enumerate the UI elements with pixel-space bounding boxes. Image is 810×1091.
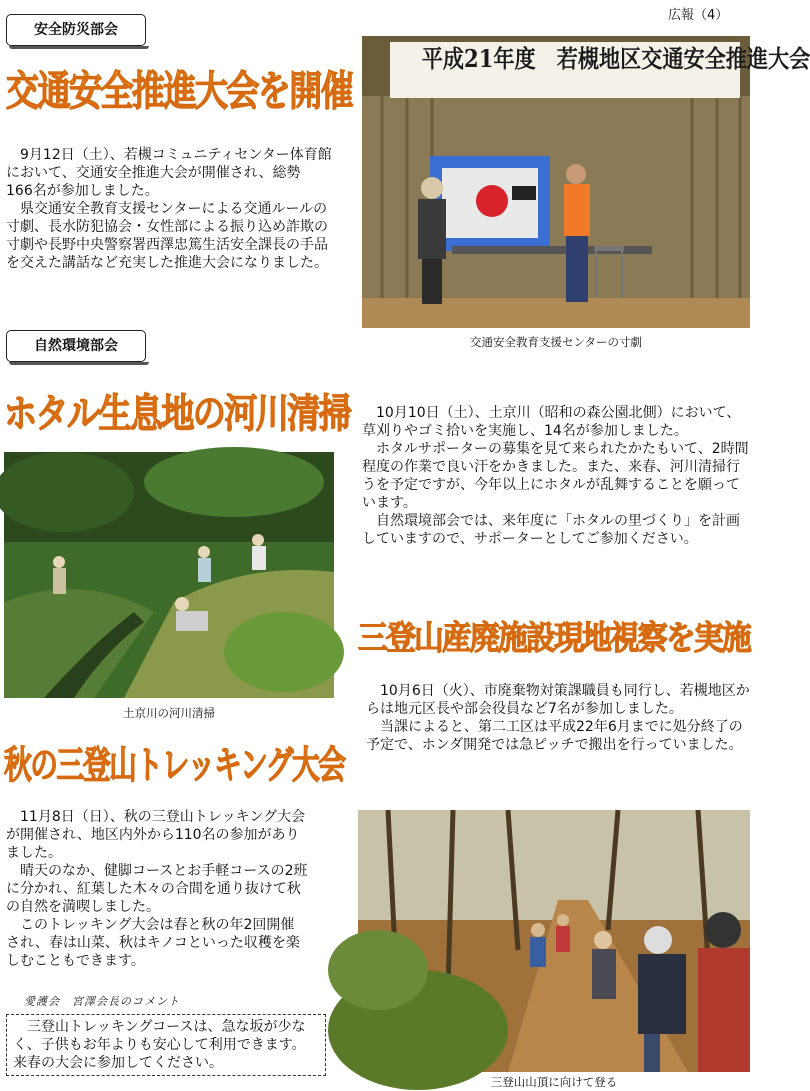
caption-traffic-safety: 交通安全教育支援センターの寸劇	[469, 335, 643, 349]
article-firefly-cleanup: 10月10日（土）、土京川（昭和の森公園北側）において、草刈りやゴミ拾いを実施し、14名が参加しました。 ホタルサポーターの募集を見て来られたかたもいて、2時間程度の作業で良い汗をかきました。また、来春、河川清掃行うを予定ですが、今年以上にホタルが乱舞することを願っています。 自然環境部会では、来年度に「ホタルの里づくり」を計画していますので、サポーターとしてご参加ください。	[362, 405, 749, 547]
article-autumn-trekking: 11月8日（日）、秋の三登山トレッキング大会が開催され、地区内外から110名の参加がありました。 晴天のなか、健脚コースとお手軽コースの2班に分かれ、紅葉した木々の合間を通り抜けて秋の自然を満喫しました。 このトレッキング大会は春と秋の年2回開催され、春は山菜、秋はキノコといった収穫を楽しむこともできます。	[6, 809, 308, 969]
comment-label: 愛護会 宮澤会長のコメント	[24, 995, 180, 1008]
chairman-comment-box: 三登山トレッキングコースは、急な坂が少なく、子供もお年よりも安心して利用できます。来春の大会に参加してください。	[6, 1014, 326, 1076]
caption-trekking: 三登山山頂に向けて登る	[490, 1075, 618, 1089]
article-traffic-safety: 9月12日（土）、若槻コミュニティセンター体育館において、交通安全推進大会が開催され、総勢 166名が参加しました。 県交通安全教育支援センターによる交通ルールの寸劇、長水防犯協会・女性部による振り込め詐欺の寸劇や長野中央警察署西澤忠篤生活安全課長の手品を交えた講話など充実した推進大会になりました。	[6, 147, 332, 271]
photo-river-cleanup	[4, 452, 334, 698]
photo-traffic-safety-skit	[362, 36, 810, 328]
headline-traffic-safety: 交通安全推進大会を開催	[6, 58, 352, 117]
photo-banner-text: 平成21年度 若槻地区交通安全推進大会	[421, 44, 810, 73]
page-number: 広報（4）	[668, 8, 729, 23]
headline-firefly-cleanup: ホタル生息地の河川清掃	[4, 382, 350, 439]
section-label-safety: 安全防災部会	[6, 14, 146, 46]
article-landfill-inspection: 10月6日（火）、市廃棄物対策課職員も同行し、若槻地区からは地元区長や部会役員など7名が参加しました。 当課によると、第二工区は平成22年6月までに処分終了の予定で、ホンダ開発では急ピッチで搬出を行っていました。	[366, 683, 750, 753]
caption-river-cleanup: 土京川の河川清掃	[123, 706, 215, 720]
photo-trekking-hikers	[358, 810, 750, 1072]
headline-landfill-inspection: 三登山産廃施設現地視察を実施	[358, 612, 750, 659]
headline-autumn-trekking: 秋の三登山トレッキング大会	[4, 734, 345, 789]
section-label-nature: 自然環境部会	[6, 330, 146, 362]
